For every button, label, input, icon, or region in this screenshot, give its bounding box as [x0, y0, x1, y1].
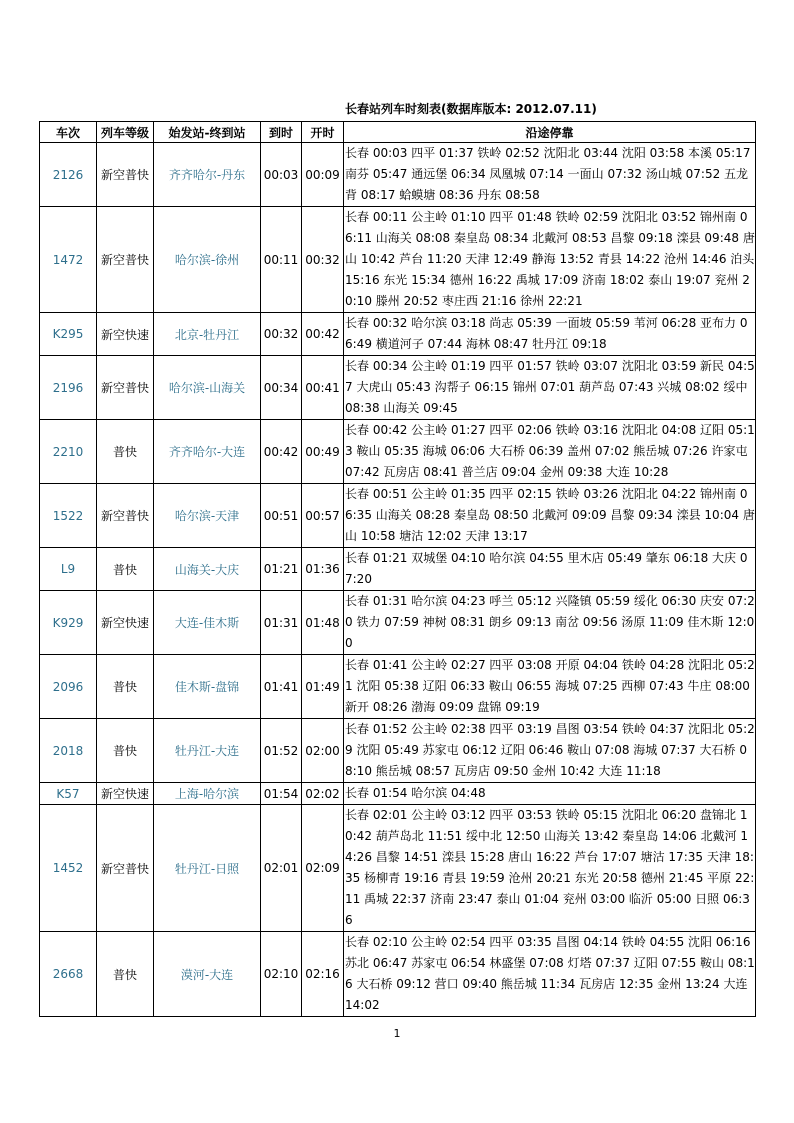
train-number: 1522: [40, 484, 97, 548]
stops-list: 长春 00:11 公主岭 01:10 四平 01:48 铁岭 02:59 沈阳北 03:52 锦州南 06:11 山海关 08:08 秦皇岛 08:34 北戴河 08:53 昌黎 09:18 滦县 09:48 唐山 10:42 芦台 11:20 天津 12:49 静海 13:52 青县 14:22 沧州 14:46 泊头 15:16 东光 15:34 德州 16:22 禹城 17:09 济南 18:02 泰山 19:07 兖州 20:10 滕州 20:52 枣庄西 21:16 徐州 22:21: [344, 207, 756, 313]
table-row: [40, 655, 756, 719]
train-number: 2668: [40, 932, 97, 1017]
train-grade: 新空普快: [97, 207, 154, 313]
stops-list: 长春 00:42 公主岭 01:27 四平 02:06 铁岭 03:16 沈阳北 04:08 辽阳 05:13 鞍山 05:35 海城 06:06 大石桥 06:39 盖州 07:02 熊岳城 07:26 许家屯 07:42 瓦房店 08:41 普兰店 09:04 金州 09:38 大连 10:28: [344, 420, 756, 484]
arrive-time: 01:54: [261, 783, 302, 805]
arrive-time: 01:31: [261, 591, 302, 655]
train-route: 佳木斯-盘锦: [154, 655, 261, 719]
train-number: K57: [40, 783, 97, 805]
train-route: 哈尔滨-山海关: [154, 356, 261, 420]
page-title: 长春站列车时刻表(数据库版本: 2012.07.11): [345, 102, 597, 116]
header-train: 车次: [40, 122, 97, 143]
depart-time: 00:09: [302, 143, 344, 207]
train-grade: 普快: [97, 932, 154, 1017]
stops-list: 长春 01:31 哈尔滨 04:23 呼兰 05:12 兴隆镇 05:59 绥化 06:30 庆安 07:20 铁力 07:59 神树 08:31 朗乡 09:13 南岔 09:56 汤原 11:09 佳木斯 12:00: [344, 591, 756, 655]
train-grade: 新空普快: [97, 143, 154, 207]
header-grade: 列车等级: [97, 122, 154, 143]
train-route: 大连-佳木斯: [154, 591, 261, 655]
depart-time: 00:41: [302, 356, 344, 420]
depart-time: 00:42: [302, 313, 344, 356]
train-number: 1452: [40, 805, 97, 932]
depart-time: 00:49: [302, 420, 344, 484]
arrive-time: 00:03: [261, 143, 302, 207]
table-row: [40, 548, 756, 591]
table-row: [40, 207, 756, 313]
header-route: 始发站-终到站: [154, 122, 261, 143]
train-route: 牡丹江-日照: [154, 805, 261, 932]
table-row: [40, 783, 756, 805]
train-route: 齐齐哈尔-大连: [154, 420, 261, 484]
stops-list: 长春 01:41 公主岭 02:27 四平 03:08 开原 04:04 铁岭 04:28 沈阳北 05:21 沈阳 05:38 辽阳 06:33 鞍山 06:55 海城 07:25 西柳 07:43 牛庄 08:00 新开 08:26 渤海 09:09 盘锦 09:19: [344, 655, 756, 719]
train-route: 哈尔滨-天津: [154, 484, 261, 548]
table-row: [40, 420, 756, 484]
train-route: 哈尔滨-徐州: [154, 207, 261, 313]
arrive-time: 00:11: [261, 207, 302, 313]
train-grade: 新空快速: [97, 313, 154, 356]
train-grade: 普快: [97, 719, 154, 783]
train-grade: 新空普快: [97, 805, 154, 932]
stops-list: 长春 00:34 公主岭 01:19 四平 01:57 铁岭 03:07 沈阳北 03:59 新民 04:57 大虎山 05:43 沟帮子 06:15 锦州 07:01 葫芦岛 07:43 兴城 08:02 绥中 08:38 山海关 09:45: [344, 356, 756, 420]
arrive-time: 00:32: [261, 313, 302, 356]
table-row: [40, 313, 756, 356]
header-stops: 沿途停靠: [344, 122, 756, 143]
page-number: 1: [393, 1027, 401, 1040]
depart-time: 02:02: [302, 783, 344, 805]
arrive-time: 02:01: [261, 805, 302, 932]
stops-list: 长春 00:32 哈尔滨 03:18 尚志 05:39 一面坡 05:59 苇河 06:28 亚布力 06:49 横道河子 07:44 海林 08:47 牡丹江 09:18: [344, 313, 756, 356]
train-route: 上海-哈尔滨: [154, 783, 261, 805]
arrive-time: 01:41: [261, 655, 302, 719]
depart-time: 01:36: [302, 548, 344, 591]
arrive-time: 00:42: [261, 420, 302, 484]
train-number: 2096: [40, 655, 97, 719]
depart-time: 02:16: [302, 932, 344, 1017]
train-route: 牡丹江-大连: [154, 719, 261, 783]
train-grade: 新空普快: [97, 484, 154, 548]
depart-time: 01:49: [302, 655, 344, 719]
table-row: [40, 143, 756, 207]
table-row: [40, 719, 756, 783]
train-grade: 新空快速: [97, 783, 154, 805]
train-grade: 普快: [97, 655, 154, 719]
arrive-time: 00:34: [261, 356, 302, 420]
header-depart: 开时: [302, 122, 344, 143]
stops-list: 长春 02:01 公主岭 03:12 四平 03:53 铁岭 05:15 沈阳北 06:20 盘锦北 10:42 葫芦岛北 11:51 绥中北 12:50 山海关 13:42 秦皇岛 14:06 北戴河 14:26 昌黎 14:51 滦县 15:28 唐山 16:22 芦台 17:07 塘沽 17:35 天津 18:35 杨柳青 19:16 青县 19:59 沧州 20:21 东光 20:58 德州 21:45 平原 22:11 禹城 22:37 济南 23:47 泰山 01:04 兖州 03:00 临沂 05:00 日照 06:36: [344, 805, 756, 932]
stops-list: 长春 01:54 哈尔滨 04:48: [344, 783, 756, 805]
train-number: L9: [40, 548, 97, 591]
depart-time: 00:32: [302, 207, 344, 313]
stops-list: 长春 02:10 公主岭 02:54 四平 03:35 昌图 04:14 铁岭 04:55 沈阳 06:16 苏北 06:47 苏家屯 06:54 林盛堡 07:08 灯塔 07:37 辽阳 07:55 鞍山 08:16 大石桥 09:12 营口 09:40 熊岳城 11:34 瓦房店 12:35 金州 13:24 大连 14:02: [344, 932, 756, 1017]
stops-list: 长春 01:21 双城堡 04:10 哈尔滨 04:55 里木店 05:49 肇东 06:18 大庆 07:20: [344, 548, 756, 591]
train-route: 齐齐哈尔-丹东: [154, 143, 261, 207]
train-grade: 普快: [97, 548, 154, 591]
arrive-time: 01:21: [261, 548, 302, 591]
train-grade: 普快: [97, 420, 154, 484]
header-arrive: 到时: [261, 122, 302, 143]
train-grade: 新空普快: [97, 356, 154, 420]
arrive-time: 01:52: [261, 719, 302, 783]
depart-time: 02:00: [302, 719, 344, 783]
train-route: 北京-牡丹江: [154, 313, 261, 356]
stops-list: 长春 01:52 公主岭 02:38 四平 03:19 昌图 03:54 铁岭 04:37 沈阳北 05:29 沈阳 05:49 苏家屯 06:12 辽阳 06:46 鞍山 07:08 海城 07:37 大石桥 08:10 熊岳城 08:57 瓦房店 09:50 金州 10:42 大连 11:18: [344, 719, 756, 783]
stops-list: 长春 00:51 公主岭 01:35 四平 02:15 铁岭 03:26 沈阳北 04:22 锦州南 06:35 山海关 08:28 秦皇岛 08:50 北戴河 09:09 昌黎 09:34 滦县 10:04 唐山 10:58 塘沽 12:02 天津 13:17: [344, 484, 756, 548]
table-row: [40, 932, 756, 1017]
train-grade: 新空快速: [97, 591, 154, 655]
depart-time: 00:57: [302, 484, 344, 548]
train-number: 2210: [40, 420, 97, 484]
arrive-time: 00:51: [261, 484, 302, 548]
table-row: [40, 484, 756, 548]
table-row: [40, 591, 756, 655]
train-number: 2018: [40, 719, 97, 783]
table-row: [40, 356, 756, 420]
header-row: [40, 122, 756, 143]
train-number: K929: [40, 591, 97, 655]
train-number: K295: [40, 313, 97, 356]
train-number: 1472: [40, 207, 97, 313]
stops-list: 长春 00:03 四平 01:37 铁岭 02:52 沈阳北 03:44 沈阳 03:58 本溪 05:17 南芬 05:47 通远堡 06:34 凤凰城 07:14 一面山 07:32 汤山城 07:52 五龙背 08:17 蛤蟆塘 08:36 丹东 08:58: [344, 143, 756, 207]
depart-time: 02:09: [302, 805, 344, 932]
arrive-time: 02:10: [261, 932, 302, 1017]
table-row: [40, 805, 756, 932]
train-route: 漠河-大连: [154, 932, 261, 1017]
train-route: 山海关-大庆: [154, 548, 261, 591]
train-number: 2126: [40, 143, 97, 207]
depart-time: 01:48: [302, 591, 344, 655]
timetable: [39, 121, 756, 1017]
train-number: 2196: [40, 356, 97, 420]
